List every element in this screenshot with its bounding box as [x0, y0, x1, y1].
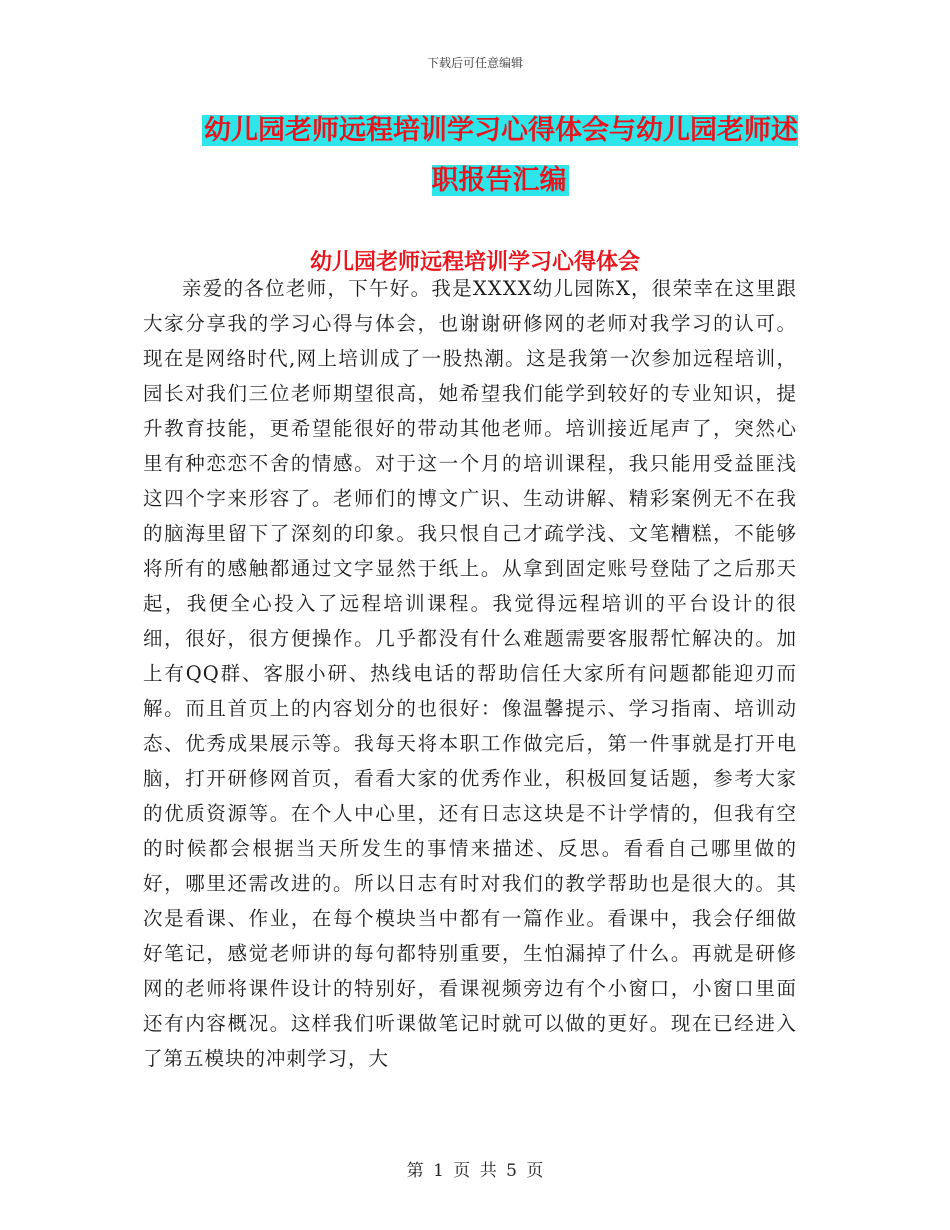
page-number: 第 1 页 共 5 页 [406, 1161, 544, 1181]
header-note: 下载后可任意编辑 [426, 56, 523, 70]
section-title: 幼儿园老师远程培训学习心得体会 [309, 249, 640, 275]
document-title [190, 106, 810, 206]
body-paragraph: 亲爱的各位老师，下午好。我是XXXX幼儿园陈X，很荣幸在这里跟大家分享我的学习心得与体会，也谢谢研修网的老师对我学习的认可。现在是网络时代,网上培训成了一股热潮。这是我第一次参加远程培训，园长对我们三位老师期望很高，她希望我们能学到较好的专业知识，提升教育技能，更希望能很好的带动其他老师。培训接近尾声了，突然心里有种恋恋不舍的情感。对于这一个月的培训课程，我只能用受益匪浅这四个字来形容了。老师们的博文广识、生动讲解、精彩案例无不在我的脑海里留下了深刻的印象。我只恨自己才疏学浅、文笔糟糕，不能够将所有的感触都通过文字显然于纸上。从拿到固定账号登陆了之后那天起，我便全心投入了远程培训课程。我觉得远程培训的平台设计的很细，很好，很方便操作。几乎都没有什么难题需要客服帮忙解决的。加上有QQ群、客服小研、热线电话的帮助信任大家所有问题都能迎刃而解。而且首页上的内容划分的也很好：像温馨提示、学习指南、培训动态、优秀成果展示等。我每天将本职工作做完后，第一件事就是打开电脑，打开研修网首页，看看大家的优秀作业，积极回复话题，参考大家的优质资源等。在个人中心里，还有日志这块是不计学情的，但我有空的时候都会根据当天所发生的事情来描述、反思。看看自己哪里做的好，哪里还需改进的。所以日志有时对我们的教学帮助也是很大的。其次是看课、作业，在每个模块当中都有一篇作业。看课中，我会仔细做好笔记，感觉老师讲的每句都特别重要，生怕漏掉了什么。再就是研修网的老师将课件设计的特别好，看课视频旁边有个小窗口，小窗口里面还有内容概况。这样我们听课做笔记时就可以做的更好。现在已经进入了第五模块的冲刺学习，大 [143, 277, 797, 1070]
document-title-text: 幼儿园老师远程培训学习心得体会与幼儿园老师述职报告汇编 [204, 115, 798, 196]
